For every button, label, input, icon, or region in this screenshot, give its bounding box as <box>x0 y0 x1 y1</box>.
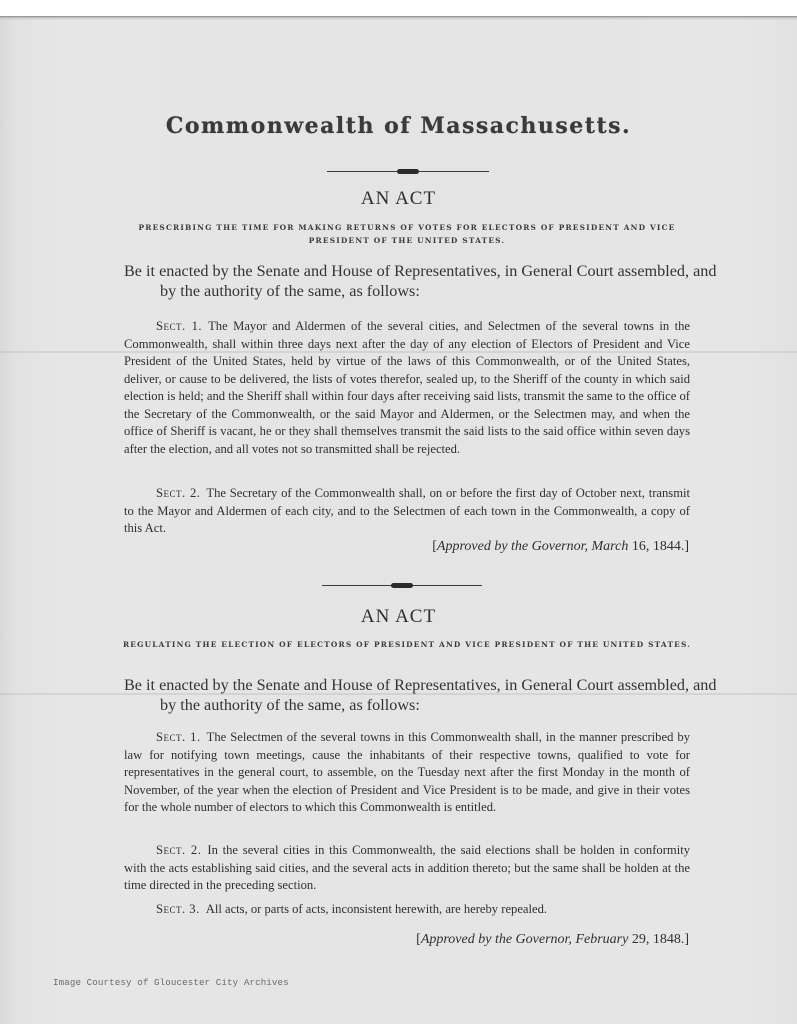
ornamental-rule <box>327 171 489 172</box>
section-label: Sect. 3. <box>156 902 200 916</box>
approval-prefix: Approved by the Governor, <box>420 932 572 947</box>
approval-month: March <box>591 539 629 554</box>
approval-prefix: Approved by the Governor, <box>436 539 589 554</box>
approval-date: 16, 1844. <box>631 539 685 554</box>
masthead-title: Commonwealth of Massachusetts. <box>165 113 632 139</box>
section-text: The Selectmen of the several towns in this Commonwealth shall, in the manner prescribed by law for notifying town meetings, cause the inhabitants of their respective towns, qualified to vote for representatives in the general court, to assemble, on the Tuesday next after the first Monday in the month of November, of the year when the election of President and Vice President is to be made, and give in their votes for the whole number of electors to which this Commonwealth is entitled. <box>124 730 690 814</box>
ornamental-rule <box>322 585 482 586</box>
act-2-subtitle: REGULATING THE ELECTION OF ELECTORS OF PRESIDENT AND VICE PRESIDENT OF THE UNITED STATES. <box>122 640 692 649</box>
approval-date: 29, 1848. <box>631 932 685 947</box>
rule-ornament <box>391 583 413 588</box>
section-label: Sect. 2. <box>156 843 202 857</box>
section-text: In the several cities in this Commonwealth, the said elections shall be holden in conformity with the acts establishing said cities, and the several acts in addition thereto; but the same shall be holden at the time directed in the preceding section. <box>124 843 690 892</box>
act-1-approval: [Approved by the Governor, March 16, 1844.] <box>432 539 689 554</box>
rule-ornament <box>397 169 419 174</box>
act-1-section-2 <box>124 485 690 538</box>
act-2-approval: [Approved by the Governor, February 29, 1848.] <box>416 932 689 947</box>
act-2-enacting-clause: Be it enacted by the Senate and House of Representatives, in General Court assembled, and by the authority of the same, as follows: <box>124 676 717 714</box>
act-1-section-1 <box>124 318 690 458</box>
act-1-enacting-clause: Be it enacted by the Senate and House of Representatives, in General Court assembled, and by the authority of the same, as follows: <box>124 262 717 300</box>
act-1-title: AN ACT <box>360 188 437 209</box>
approval-month: February <box>575 932 629 947</box>
image-credit: Image Courtesy of Gloucester City Archives <box>53 977 289 988</box>
act-1-subtitle: PRESCRIBING THE TIME FOR MAKING RETURNS OF VOTES FOR ELECTORS OF PRESIDENT AND VICE PRESIDENT OF THE UNITED STATES. <box>138 223 676 245</box>
act-2-section-1 <box>124 729 690 817</box>
section-text: The Secretary of the Commonwealth shall, on or before the first day of October next, transmit to the Mayor and Aldermen of each city, and to the Selectmen of each town in the Commonwealth, a copy of this Act. <box>124 486 691 535</box>
section-label: Sect. 1. <box>156 319 203 333</box>
section-label: Sect. 1. <box>156 730 201 744</box>
section-text: All acts, or parts of acts, inconsistent herewith, are hereby repealed. <box>205 902 548 916</box>
act-2-title: AN ACT <box>360 606 437 627</box>
act-2-section-3 <box>124 901 690 919</box>
section-label: Sect. 2. <box>156 486 201 500</box>
section-text: The Mayor and Aldermen of the several cities, and Selectmen of the several towns in the Commonwealth, shall within three days next after the day of any election of Electors of President and Vice President of the United States, held by virtue of the laws of this Commonwealth, or of the United States, deliver, or cause to be delivered, the lists of votes therefor, sealed up, to the Sheriff of the county in which said election is held; and the Sheriff shall within four days after receiving said lists, transmit the same to the office of the Secretary of the Commonwealth, or the said Mayor and Aldermen, or the Selectmen may, and when the office of Sheriff is vacant, he or they shall themselves transmit the said lists to the said office within seven days after the election, and all votes not so transmitted shall be rejected. <box>124 319 690 456</box>
act-2-section-2 <box>124 842 690 895</box>
